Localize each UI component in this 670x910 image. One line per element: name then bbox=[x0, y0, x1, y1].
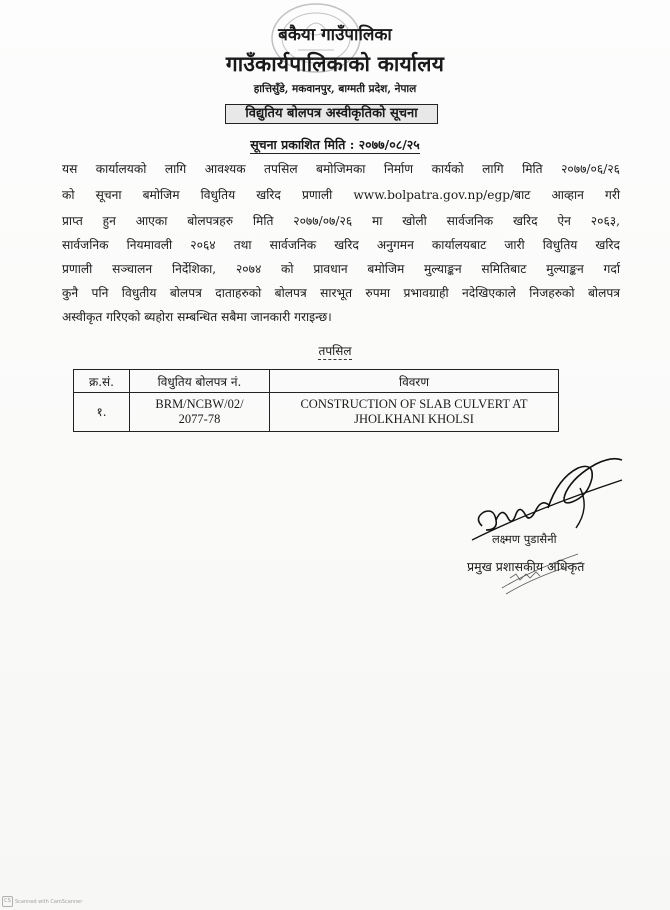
scanner-watermark bbox=[2, 896, 82, 907]
scanner-watermark-text: Scanned with CamScanner bbox=[15, 899, 83, 905]
cell-bid-no-line-1: BRM/NCBW/02/ bbox=[155, 397, 244, 411]
office-name: बकैया गाउँपालिका bbox=[278, 25, 392, 45]
table-header-row bbox=[74, 370, 559, 393]
body-text-line: प्रणाली सञ्चालन निर्देशिका, २०७४ को प्रावधान बमोजिम मुल्याङ्कन समितिबाट मुल्याङ्कन गर्दा bbox=[62, 262, 620, 276]
cell-sn bbox=[74, 393, 130, 432]
publish-date: सूचना प्रकाशित मिति : २०७७/०८/२५ bbox=[250, 137, 420, 152]
column-header-description: विवरण bbox=[270, 370, 559, 393]
signer-title: प्रमुख प्रशासकीय अधिकृत bbox=[467, 559, 585, 574]
body-text-line: अस्वीकृत गरिएको ब्यहोरा सम्बन्धित सबैमा जानकारी गराइन्छ। bbox=[62, 310, 332, 324]
details-heading bbox=[0, 342, 670, 359]
official-stamp-image bbox=[496, 548, 586, 598]
signer-name: लक्ष्मण पुडासैनी bbox=[492, 532, 557, 546]
table-row bbox=[74, 393, 559, 432]
notice-title-box bbox=[225, 104, 438, 124]
details-table bbox=[73, 369, 559, 432]
office-address: हात्तिसुँडे, मकवानपुर, बाग्मती प्रदेश, नेपाल bbox=[253, 83, 417, 95]
body-text-line: यस कार्यालयको लागि आवश्यक तपसिल बमोजिमका निर्माण कार्यको लागि मिति २०७७/०६/२६ bbox=[62, 162, 620, 176]
body-text-line: प्राप्त हुन आएका बोलपत्रहरु मिति २०७७/०७/२६ मा खोली सार्वजनिक खरिद ऐन २०६३, bbox=[62, 214, 620, 228]
camscanner-icon: CS bbox=[2, 896, 13, 907]
cell-description-line-2: JHOLKHANI KHOLSI bbox=[354, 412, 474, 426]
cell-description bbox=[270, 393, 559, 432]
office-title: गाउँकार्यपालिकाको कार्यालय bbox=[225, 51, 445, 76]
cell-bid-no-line-2: 2077-78 bbox=[178, 412, 221, 426]
publish-date-line bbox=[0, 136, 670, 153]
cell-bid-no bbox=[130, 393, 270, 432]
body-text-line: सार्वजनिक नियमावली २०६४ तथा सार्वजनिक खरिद अनुगमन कार्यालयबाट जारी विधुतिय खरिद bbox=[62, 238, 620, 252]
body-text-line: कुनै पनि विधुतीय बोलपत्र दाताहरुको बोलपत्र सारभूत रुपमा प्रभावग्राही नदेखिएकाले निजहरुको बोलपत्र bbox=[62, 286, 620, 300]
column-header-bid-no: विधुतिय बोलपत्र नं. bbox=[130, 370, 270, 393]
notice-title: विद्युतिय बोलपत्र अस्वीकृतिको सूचना bbox=[245, 106, 418, 121]
body-text-line: को सूचना बमोजिम विधुतिय खरिद प्रणाली www.bolpatra.gov.np/egp/बाट आव्हान गरी bbox=[62, 188, 620, 202]
cell-description-line-1: CONSTRUCTION OF SLAB CULVERT AT bbox=[300, 397, 528, 411]
column-header-sn: क्र.सं. bbox=[74, 370, 130, 393]
details-heading-text: तपसिल bbox=[318, 344, 352, 358]
cell-sn-text: १. bbox=[96, 404, 107, 419]
